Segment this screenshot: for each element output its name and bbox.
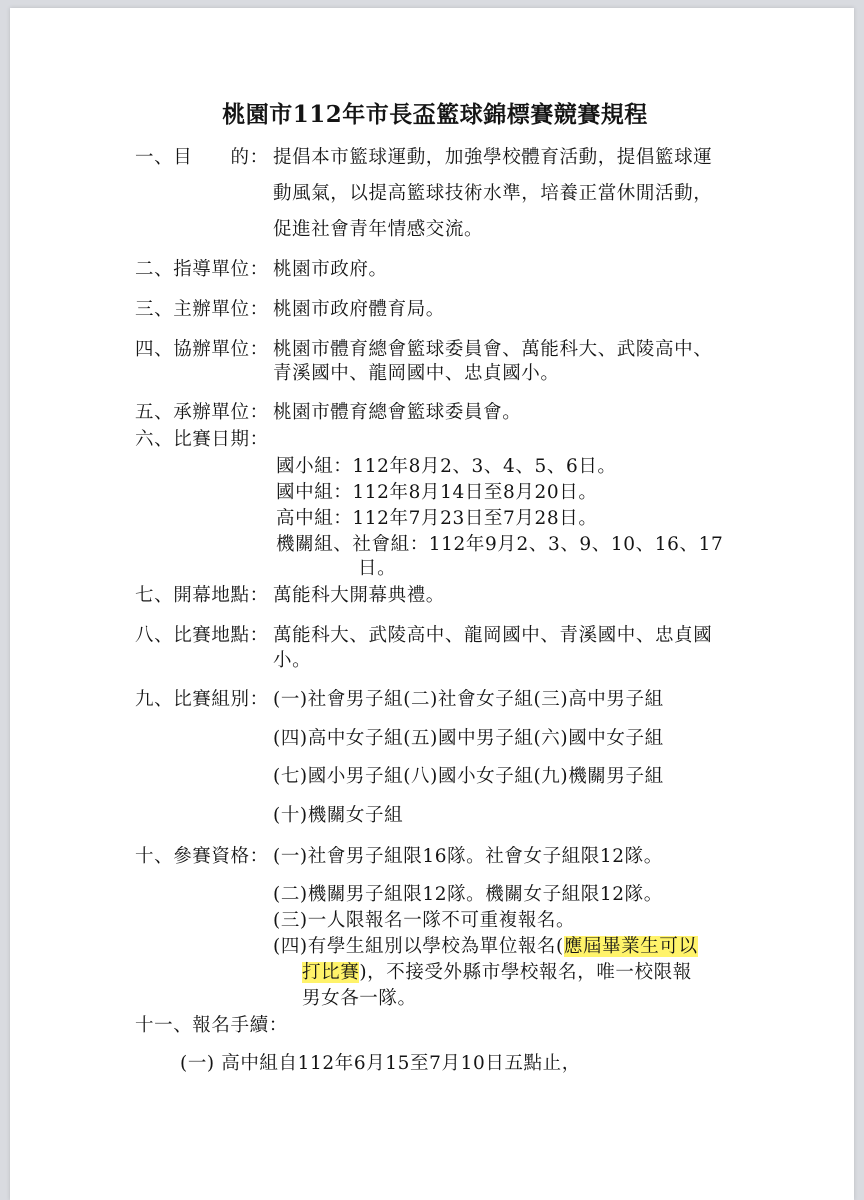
section-8-line: 小。 [273, 650, 312, 671]
section-6-line: 高中組：112年7月23日至7月28日。 [276, 508, 598, 529]
section-8-line: 萬能科大、武陵高中、龍岡國中、青溪國中、忠貞國 [273, 625, 713, 646]
section-10-item-4-text: )，不接受外縣市學校報名，唯一校限報 [359, 962, 692, 983]
section-9-label: 九、比賽組別： [135, 689, 269, 710]
section-10-line: (一)社會男子組限16隊。社會女子組限12隊。 [273, 846, 663, 867]
section-6-label: 六、比賽日期： [135, 429, 269, 450]
section-2-text: 桃園市政府。 [273, 259, 388, 280]
section-9-line: (四)高中女子組(五)國中男子組(六)國中女子組 [273, 728, 664, 749]
section-7-text: 萬能科大開幕典禮。 [273, 585, 445, 606]
section-6-line: 國中組：112年8月14日至8月20日。 [276, 482, 598, 503]
section-11-line: (一) 高中組自112年6月15至7月10日五點止， [180, 1053, 581, 1074]
section-2-label: 二、指導單位： [135, 259, 269, 280]
section-6-line: 機關組、社會組：112年9月2、3、9、10、16、17 [276, 534, 724, 555]
section-1-line: 動風氣，以提高籃球技術水準，培養正當休閒活動， [273, 183, 713, 204]
section-1-line: 提倡本市籃球運動，加強學校體育活動，提倡籃球運 [273, 147, 713, 168]
section-10-item-4-text: (四)有學生組別以學校為單位報名( [273, 936, 564, 957]
highlighted-text: 打比賽 [302, 962, 360, 983]
section-5-label: 五、承辦單位： [135, 402, 269, 423]
section-10-line: (三)一人限報名一隊不可重複報名。 [273, 910, 576, 931]
section-8-label: 八、比賽地點： [135, 625, 269, 646]
highlighted-text: 應屆畢業生可以 [563, 936, 698, 957]
section-10-line: 男女各一隊。 [302, 988, 417, 1009]
section-4-line: 青溪國中、龍岡國中、忠貞國小。 [273, 363, 560, 384]
section-5-text: 桃園市體育總會籃球委員會。 [273, 402, 522, 423]
section-9-line: (七)國小男子組(八)國小女子組(九)機關男子組 [273, 766, 664, 787]
section-9-line: (十)機關女子組 [273, 805, 404, 826]
section-9-line: (一)社會男子組(二)社會女子組(三)高中男子組 [273, 689, 664, 710]
section-3-label: 三、主辦單位： [135, 299, 269, 320]
section-4-line: 桃園市體育總會籃球委員會、萬能科大、武陵高中、 [273, 339, 713, 360]
section-10-item-4 [273, 935, 698, 959]
section-11-label: 十一、報名手續： [135, 1015, 288, 1036]
page-title: 桃園市112年市長盃籃球錦標賽競賽規程 [222, 101, 648, 128]
section-6-line: 國小組：112年8月2、3、4、5、6日。 [276, 456, 617, 477]
section-10-line: (二)機關男子組限12隊。機關女子組限12隊。 [273, 884, 663, 905]
section-6-line: 日。 [358, 558, 397, 579]
section-4-label: 四、協辦單位： [135, 339, 269, 360]
section-1-label: 一、目 的： [135, 147, 269, 168]
section-3-text: 桃園市政府體育局。 [273, 299, 445, 320]
section-10-item-4-cont [302, 961, 692, 985]
section-1-line: 促進社會青年情感交流。 [273, 219, 484, 240]
section-7-label: 七、開幕地點： [135, 585, 269, 606]
section-10-label: 十、參賽資格： [135, 846, 269, 867]
